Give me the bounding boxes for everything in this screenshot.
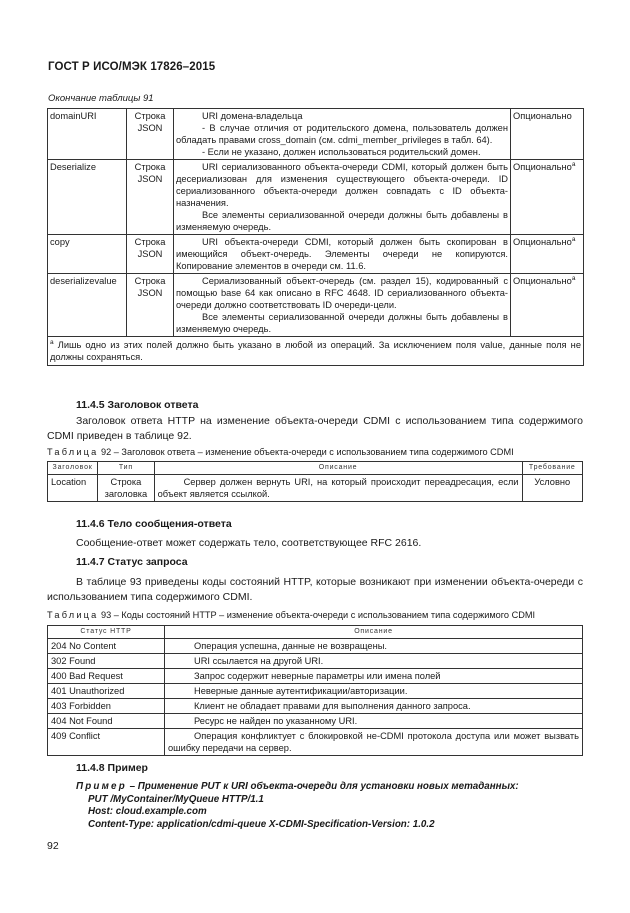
document-header: ГОСТ Р ИСО/МЭК 17826–2015 [48,61,216,73]
field-description [174,235,511,274]
table-row [48,235,584,274]
header-type: Строка заголовка [98,475,154,502]
footnote-marker: a [571,235,576,243]
status-code: 302 Found [48,654,165,669]
status-description: Операция конфликтует с блокировкой не-CDMI протокола доступа или может вызвать ошибку передачи на сервер. [165,729,583,756]
status-code: 401 Unauthorized [48,684,165,699]
requirement-text: Опционально [513,237,572,247]
status-code: 403 Forbidden [48,699,165,714]
status-description: Операция успешна, данные не возвращены. [165,639,583,654]
status-description: Запрос содержит неверные параметры или имена полей [165,669,583,684]
table-92 [47,461,583,502]
caption-word: Таблица [47,610,99,620]
header-requirement: Условно [522,475,582,502]
footnote-marker: a [571,160,576,168]
field-description [174,274,511,337]
section-heading: 11.4.5 Заголовок ответа [76,399,199,411]
description-line: URI сериализованного объекта-очереди CDMI, который должен быть десериализован для изменения существующего объекта-очереди. ID сериализованного объекта-очереди должен совпадать с ID объекта-назначения. [176,162,508,208]
description-line: Все элементы сериализованной очереди должны быть добавлены в изменяемую очередь. [176,210,508,232]
table-91 [47,108,584,366]
table-footnote [48,337,584,366]
status-code: 400 Bad Request [48,669,165,684]
description-line: Сериализованный объект-очередь (см. раздел 15), кодированный с помощью base 64 как описано в RFC 4648. ID сериализованного объекта-очереди должно соответствовать ID очереди-цели. [176,276,508,310]
section-heading: 11.4.7 Статус запроса [76,556,188,568]
field-name: domainURI [48,109,127,160]
field-requirement [511,274,584,337]
example-text: – Применение PUT к URI объекта-очереди для установки новых метаданных: [126,781,519,792]
example-intro [76,781,519,794]
field-name: copy [48,235,127,274]
table-93 [47,625,583,756]
field-requirement [511,160,584,235]
status-description: URI ссылается на другой URI. [165,654,583,669]
requirement-text: Опционально [513,276,572,286]
table-row [48,669,583,684]
table-row [48,274,584,337]
caption-word: Таблица [47,447,99,457]
paragraph [47,414,583,444]
table-header-row [48,462,583,475]
page-number: 92 [47,840,59,852]
paragraph-text: Сообщение-ответ может содержать тело, соответствующее RFC 2616. [76,537,422,549]
footnote-marker: a [50,338,54,346]
field-description [174,160,511,235]
column-header: Описание [154,462,522,475]
field-type: Строка JSON [127,235,174,274]
paragraph [47,575,583,605]
footnote-text: Лишь одно из этих полей должно быть указано в любой из операций. За исключением поля value, данные поля не должны сохраняться. [50,340,581,362]
status-code: 404 Not Found [48,714,165,729]
description-line: URI объекта-очереди CDMI, который должен быть скопирован в имеющийся объект-очередь. Элементы очереди не копируются. Копирование элементов в очереди см. 11.6. [176,237,508,271]
table-row [48,699,583,714]
table-91-continuation-caption: Окончание таблицы 91 [48,93,154,104]
table-header-row [48,626,583,639]
table-row [48,475,583,502]
field-type: Строка JSON [127,109,174,160]
field-name: Deserialize [48,160,127,235]
section-heading: 11.4.6 Тело сообщения-ответа [76,518,232,530]
table-row [48,109,584,160]
header-description: Сервер должен вернуть URI, на который происходит переадресация, если объект является ссылкой. [154,475,522,502]
paragraph-text: В таблице 93 приведены коды состояний HTTP, которые возникают при изменении объекта-очереди с использованием типа содержимого CDMI. [47,576,583,603]
table-row [48,654,583,669]
table-row [48,160,584,235]
header-name: Location [48,475,98,502]
status-code: 409 Conflict [48,729,165,756]
table-92-caption [47,447,514,457]
code-line: Content-Type: application/cdmi-queue X-CDMI-Specification-Version: 1.0.2 [88,818,435,830]
description-line: URI домена-владельца [202,111,303,121]
table-row [48,729,583,756]
field-name: deserializevalue [48,274,127,337]
paragraph-text: Заголовок ответа HTTP на изменение объекта-очереди CDMI с использованием типа содержимого CDMI приведен в таблице 92. [47,415,583,442]
table-93-caption [47,610,535,620]
status-description: Ресурс не найден по указанному URI. [165,714,583,729]
column-header: Описание [165,626,583,639]
description-line: - В случае отличия от родительского домена, пользователь должен обладать правами cross_domain (см. cdmi_member_privileges в табл. 64). [176,123,508,145]
example-word: Пример [76,781,127,792]
column-header: Заголовок [48,462,98,475]
code-line: PUT /MyContainer/MyQueue HTTP/1.1 [88,793,264,805]
column-header: Тип [98,462,154,475]
description-line: - Если не указано, должен использоваться родительский домен. [202,147,481,157]
status-code: 204 No Content [48,639,165,654]
table-note-row [48,337,584,366]
requirement-text: Опционально [513,111,572,121]
footnote-marker: a [571,274,576,282]
table-row [48,639,583,654]
field-type: Строка JSON [127,160,174,235]
caption-text: 93 – Коды состояний HTTP – изменение объекта-очереди с использованием типа содержимого CDMI [98,610,536,620]
description-line: Все элементы сериализованной очереди должны быть добавлены в изменяемую очередь. [176,312,508,334]
field-requirement [511,235,584,274]
column-header: Статус HTTP [48,626,165,639]
field-requirement [511,109,584,160]
code-line: Host: cloud.example.com [88,806,207,817]
table-row [48,714,583,729]
field-description [174,109,511,160]
section-heading: 11.4.8 Пример [76,762,148,774]
status-description: Клиент не обладает правами для выполнения данного запроса. [165,699,583,714]
column-header: Требование [522,462,582,475]
example-block [76,781,519,831]
caption-text: 92 – Заголовок ответа – изменение объекта-очереди с использованием типа содержимого CDMI [98,447,514,457]
paragraph [47,536,583,551]
table-row [48,684,583,699]
requirement-text: Опционально [513,162,572,172]
status-description: Неверные данные аутентификации/авторизации. [165,684,583,699]
field-type: Строка JSON [127,274,174,337]
